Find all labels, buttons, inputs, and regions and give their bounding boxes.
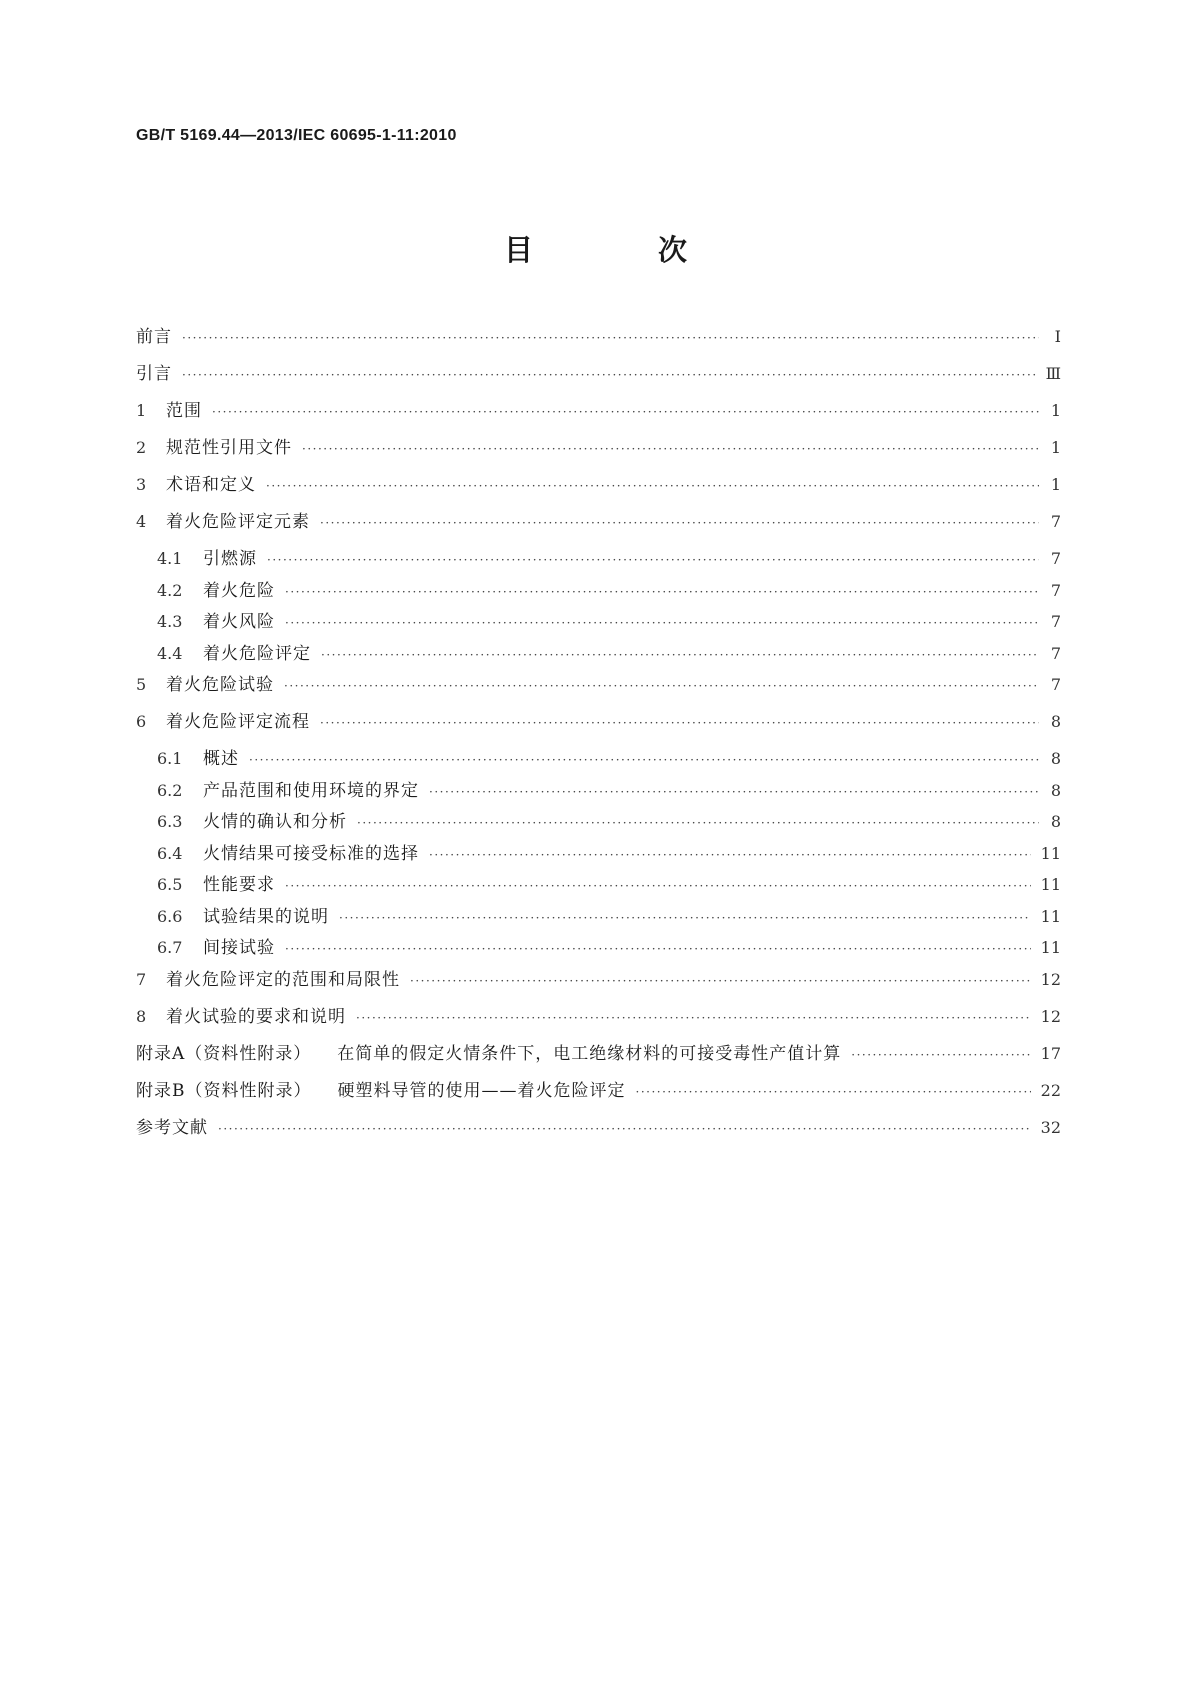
toc-entry-page: 11 [1040, 906, 1061, 926]
toc-entry-number: 6.3 [157, 812, 183, 831]
toc-entry-lead [136, 642, 311, 666]
toc-entry-page: 1 [1050, 401, 1061, 420]
toc-entry-label: 间接试验 [203, 938, 275, 958]
toc-entry-label: 着火危险试验 [166, 675, 274, 695]
toc-entry-lead [136, 510, 310, 534]
toc-entry-section-6-2[interactable] [136, 779, 1061, 811]
toc-entry-section-3[interactable] [136, 473, 1061, 510]
toc-entry-number: 5 [136, 675, 147, 694]
toc-entry-lead [136, 579, 275, 603]
toc-entry-label: 产品范围和使用环境的界定 [203, 780, 419, 801]
toc-entry-bibliography[interactable] [136, 1116, 1061, 1153]
toc-entry-number: 4.4 [157, 643, 183, 663]
dot-leader [284, 674, 1039, 698]
toc-entry-lead [136, 968, 400, 992]
toc-entry-number: 1 [136, 401, 147, 420]
dot-leader [321, 643, 1039, 667]
toc-entry-page: 11 [1040, 875, 1061, 894]
dot-leader [249, 748, 1039, 772]
dot-leader [429, 843, 1031, 867]
toc-entry-section-1[interactable] [136, 399, 1061, 436]
toc-entry-page: 8 [1050, 780, 1061, 800]
toc-entry-page: 8 [1050, 812, 1061, 831]
toc-entry-page: 8 [1050, 749, 1061, 768]
toc-entry-page: Ⅰ [1054, 327, 1061, 346]
dot-leader [182, 363, 1036, 387]
toc-entry-lead [136, 325, 172, 349]
toc-entry-section-6-5[interactable] [136, 873, 1061, 905]
toc-entry-page: 11 [1040, 938, 1061, 957]
toc-entry-label: 试验结果的说明 [203, 906, 329, 927]
toc-entry-lead [136, 399, 202, 423]
dot-leader [285, 937, 1031, 961]
dot-leader [218, 1117, 1031, 1141]
toc-entry-section-6-1[interactable] [136, 747, 1061, 779]
dot-leader [182, 326, 1039, 350]
toc-entry-page: 12 [1040, 969, 1061, 989]
toc-entry-number: 6.7 [157, 938, 183, 957]
toc-entry-number: 4.2 [157, 580, 183, 600]
dot-leader [851, 1043, 1030, 1067]
toc-entry-page: 8 [1050, 712, 1061, 731]
dot-leader [212, 400, 1039, 424]
dot-leader [410, 969, 1031, 993]
dot-leader [357, 811, 1039, 835]
toc-entry-number: 6 [136, 712, 147, 731]
toc-entry-page: 22 [1040, 1080, 1061, 1100]
toc-entry-label: 着火试验的要求和说明 [166, 1006, 346, 1027]
dot-leader [339, 906, 1031, 930]
toc-entry-lead [136, 936, 275, 960]
toc-entry-lead [136, 473, 256, 497]
toc-entry-number: 6.4 [157, 843, 183, 863]
toc-entry-label: 着火风险 [203, 612, 275, 632]
toc-entry-lead [136, 1042, 841, 1066]
toc-entry-section-6-7[interactable] [136, 936, 1061, 968]
annex-tag: 附录A（资料性附录） [136, 1043, 312, 1064]
toc-entry-section-6[interactable] [136, 710, 1061, 747]
dot-leader [320, 511, 1039, 535]
toc-entry-section-6-6[interactable] [136, 905, 1061, 937]
toc-entry-number: 6.5 [157, 875, 183, 894]
toc-entry-label: 着火危险评定的范围和局限性 [166, 969, 400, 990]
toc-entry-label: 性能要求 [203, 875, 275, 895]
dot-leader [267, 548, 1039, 572]
toc-entry-section-6-4[interactable] [136, 842, 1061, 874]
dot-leader [266, 474, 1039, 498]
toc-entry-lead [136, 842, 419, 866]
toc-entry-section-7[interactable] [136, 968, 1061, 1005]
toc-entry-number: 4.3 [157, 612, 183, 631]
toc-entry-number: 3 [136, 475, 147, 494]
dot-leader [285, 611, 1039, 635]
page-title: 目 次 [503, 233, 735, 267]
toc-entry-lead [136, 1079, 626, 1103]
toc-entry-page: 32 [1040, 1117, 1061, 1137]
toc-entry-label: 着火危险评定 [203, 643, 311, 664]
toc-entry-label: 术语和定义 [166, 475, 256, 495]
toc-entry-label: 引言 [136, 364, 172, 384]
toc-entry-introduction[interactable] [136, 362, 1061, 399]
toc-entry-lead [136, 873, 275, 897]
toc-entry-page: Ⅲ [1045, 364, 1061, 383]
toc-entry-lead [136, 673, 274, 697]
toc-entry-label: 在简单的假定火情条件下，电工绝缘材料的可接受毒性产值计算 [337, 1043, 842, 1064]
dot-leader [285, 580, 1039, 604]
toc-entry-section-4-1[interactable] [136, 547, 1061, 579]
toc-entry-label: 火情的确认和分析 [203, 812, 347, 832]
toc-entry-number: 8 [136, 1006, 147, 1026]
toc-entry-number: 4.1 [157, 549, 183, 568]
toc-entry-label: 硬塑料导管的使用——着火危险评定 [337, 1080, 626, 1101]
toc-entry-number: 6.2 [157, 780, 183, 800]
toc-entry-annex-b[interactable] [136, 1079, 1061, 1116]
dot-leader [285, 874, 1031, 898]
toc-entry-label: 引燃源 [203, 549, 257, 569]
toc-entry-lead [136, 810, 347, 834]
toc-entry-lead [136, 779, 419, 803]
toc-entry-label: 着火危险评定流程 [166, 712, 310, 732]
toc-entry-page: 7 [1050, 612, 1061, 631]
dot-leader [429, 780, 1039, 804]
toc-entry-lead [136, 436, 292, 460]
toc-entry-section-6-3[interactable] [136, 810, 1061, 842]
toc-entry-page: 1 [1050, 475, 1061, 494]
dot-leader [302, 437, 1039, 461]
toc-entry-label: 规范性引用文件 [166, 438, 292, 458]
toc-entry-section-2[interactable] [136, 436, 1061, 473]
toc-entry-section-8[interactable] [136, 1005, 1061, 1042]
toc-entry-page: 7 [1050, 675, 1061, 694]
toc-entry-foreword[interactable] [136, 325, 1061, 362]
dot-leader [356, 1006, 1031, 1030]
toc-entry-page: 7 [1050, 643, 1061, 663]
toc-entry-page: 7 [1050, 549, 1061, 568]
toc-entry-number: 6.6 [157, 906, 183, 926]
toc-entry-label: 概述 [203, 749, 239, 769]
toc-entry-page: 1 [1050, 438, 1061, 457]
dot-leader [320, 711, 1039, 735]
toc-entry-label: 着火危险评定元素 [166, 512, 310, 532]
toc-entry-page: 11 [1040, 843, 1061, 863]
toc-entry-section-4-3[interactable] [136, 610, 1061, 642]
dot-leader [636, 1080, 1031, 1104]
toc-entry-label: 参考文献 [136, 1117, 208, 1138]
toc-entry-section-5[interactable] [136, 673, 1061, 710]
toc-entry-number: 6.1 [157, 749, 183, 768]
toc-entry-lead [136, 547, 257, 571]
toc-entry-lead [136, 905, 329, 929]
toc-entry-section-4-2[interactable] [136, 579, 1061, 611]
toc-entry-section-4[interactable] [136, 510, 1061, 547]
toc-entry-page: 17 [1040, 1043, 1061, 1063]
toc-entry-lead [136, 1116, 208, 1140]
toc-entry-lead [136, 362, 172, 386]
toc-entry-lead [136, 1005, 346, 1029]
toc-entry-lead [136, 610, 275, 634]
standard-code: GB/T 5169.44—2013/IEC 60695-1-11:2010 [136, 127, 457, 144]
toc-entry-annex-a[interactable] [136, 1042, 1061, 1079]
toc-entry-page: 7 [1050, 512, 1061, 531]
toc-entry-label: 着火危险 [203, 580, 275, 601]
toc-entry-page: 12 [1040, 1006, 1061, 1026]
table-of-contents [136, 325, 1061, 1153]
toc-entry-lead [136, 710, 310, 734]
annex-tag: 附录B（资料性附录） [136, 1080, 312, 1101]
toc-entry-label: 范围 [166, 401, 202, 421]
toc-entry-number: 4 [136, 512, 147, 531]
toc-entry-page: 7 [1050, 580, 1061, 600]
toc-entry-label: 火情结果可接受标准的选择 [203, 843, 419, 864]
toc-entry-section-4-4[interactable] [136, 642, 1061, 674]
toc-entry-label: 前言 [136, 327, 172, 347]
toc-entry-number: 7 [136, 969, 147, 989]
toc-entry-number: 2 [136, 438, 147, 457]
toc-entry-lead [136, 747, 239, 771]
